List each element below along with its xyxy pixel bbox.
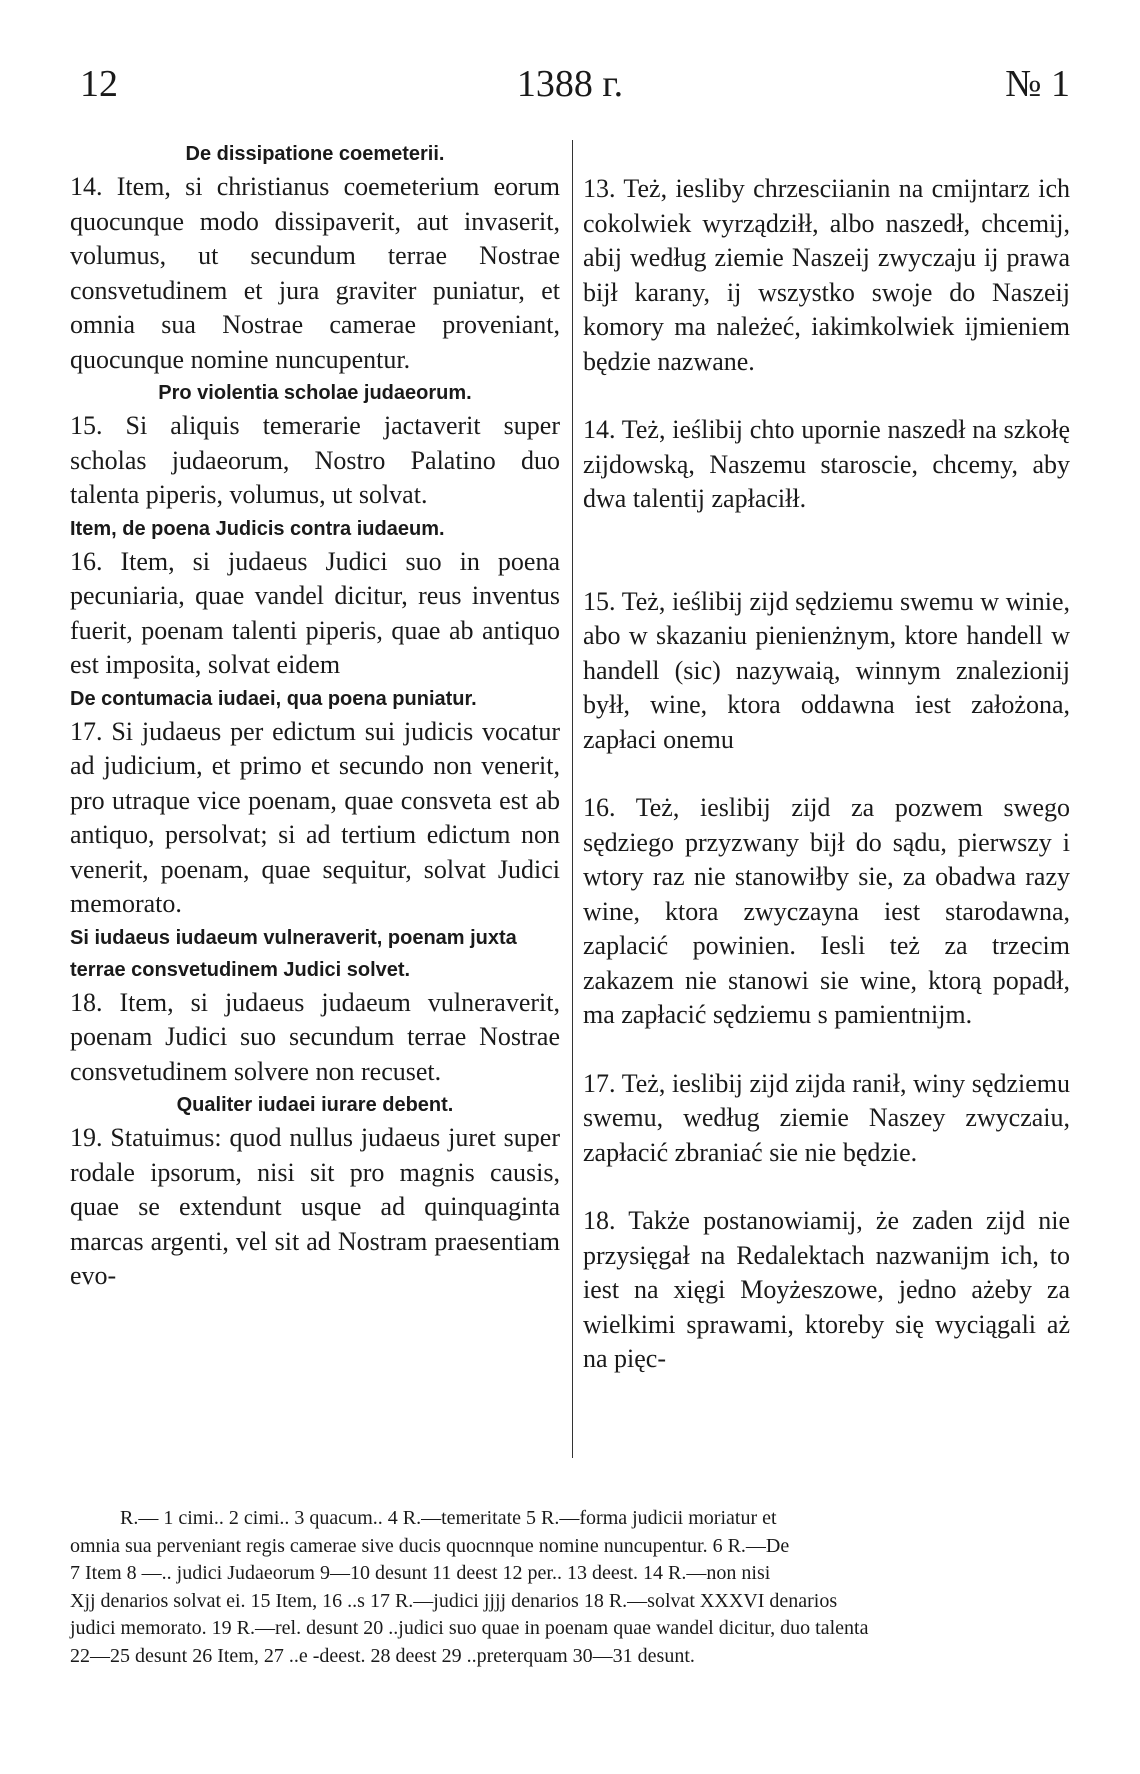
spacer xyxy=(583,1170,1070,1204)
latin-paragraph-19: 19. Statuimus: quod nullus judaeus juret super rodale ipsorum, nisi sit pro magnis causis, quae se extendunt usque ad quinquaginta marcas argenti, vel sit ad Nostram praesentiam evo- xyxy=(70,1123,560,1290)
latin-paragraph-15: 15. Si aliquis temerarie jactaverit super scholas judaeorum, Nostro Palatino duo talenta piperis, volumus, ut solvat. xyxy=(70,411,560,509)
spacer xyxy=(583,138,1070,172)
latin-paragraph-17: 17. Si judaeus per edictum sui judicis vocatur ad judicium, et primo et secundo non venerit, pro utraque vice poenam, quae consveta est ab antiquo, persolvat; si ad tertium edictum non venerit, poenam, quae sequitur, solvat Judici memorato. xyxy=(70,716,560,918)
latin-column xyxy=(70,138,560,1294)
document-number: № 1 xyxy=(1005,63,1070,105)
page-number: 12 xyxy=(80,63,118,105)
footnote-line: omnia sua perveniant regis camerae sive ducis quocnnque nomine nuncupentur. 6 R.—De xyxy=(70,1534,790,1557)
polish-paragraph-13: 13. Też, iesliby chrzesciianin na cmijntarz ich cokolwiek wyrządziłł, albo naszedł, chcemij, abij według ziemie Naszeij zwyczaju ij prawa bijł karany, ij wszystko swoje do Naszeij komory ma należeć, iakimkolwiek ijmieniem będzie nazwane. xyxy=(583,174,1070,376)
polish-paragraph-17: 17. Też, ieslibij zijd zijda ranił, winy sędziemu swemu, według ziemie Naszey zwyczaiu, zapłacić zbraniać sie nie będzie. xyxy=(583,1068,1070,1167)
spacer xyxy=(583,379,1070,413)
column-divider xyxy=(572,140,573,1458)
latin-paragraph-18: 18. Item, si judaeus judaeum vulneraverit, poenam Judici suo secundum terrae Nostrae consvetudinem solvere non recuset. xyxy=(70,987,560,1086)
heading-dissipatione: De dissipatione coemeterii. xyxy=(185,143,445,165)
spacer xyxy=(583,517,1070,585)
polish-column xyxy=(583,138,1070,1377)
footnote-line: R.— 1 cimi.. 2 cimi.. 3 quacum.. 4 R.—temeritate 5 R.—forma judicii moriatur et xyxy=(120,1507,777,1529)
page-year: 1388 г. xyxy=(516,63,624,105)
footnote-line: Xjj denarios solvat ei. 15 Item, 16 ..s 17 R.—judici jjjj denarios 18 R.—solvat XXXVI denarios xyxy=(70,1589,838,1612)
footnote-line: 22—25 desunt 26 Item, 27 ..e -deest. 28 deest 29 ..preterquam 30—31 desunt. xyxy=(70,1644,695,1667)
heading-contumacia: De contumacia iudaei, qua poena puniatur. xyxy=(70,687,477,710)
footnote-line: 7 Item 8 —.. judici Judaeorum 9—10 desunt 11 deest 12 per.. 13 deest. 14 R.—non nisi xyxy=(70,1562,771,1584)
heading-iurare: Qualiter iudaei iurare debent. xyxy=(176,1094,454,1116)
heading-poena-judicis: Item, de poena Judicis contra iudaeum. xyxy=(70,517,445,540)
latin-paragraph-16: 16. Item, si judaeus Judici suo in poena pecuniaria, quae vandel dicitur, reus inventus fuerit, poenam talenti piperis, quae ab antiquo est imposita, solvat eidem xyxy=(70,546,560,679)
footnotes xyxy=(70,1505,1070,1670)
spacer xyxy=(583,757,1070,791)
latin-paragraph-14: 14. Item, si christianus coemeterium eorum quocunque modo dissipaverit, aut invaserit, volumus, ut secundum terrae Nostrae consvetudinem et jura graviter puniatur, et omnia sua Nostrae camerae proveniant, quocunque nomine nuncupentur. xyxy=(70,172,560,374)
polish-paragraph-14: 14. Też, ieślibij chto upornie naszedł na szkołę zijdowską, Naszemu staroscie, chcemy, aby dwa talentij zapłaciłł. xyxy=(583,415,1070,513)
polish-paragraph-15: 15. Też, ieślibij zijd sędziemu swemu w winie, abo w skazaniu pienienżnym, ktore handell w handell (sic) nazywaią, winnym znalezionij byłł, wine, ktora oddawna iest założona, zapłaci onemu xyxy=(583,586,1070,754)
polish-paragraph-18: 18. Także postanowiamij, że zaden zijd nie przysięgał na Redalektach nazwanijm ich, to iest na xięgi Moyżeszowe, jedno ażeby za wielkimi sprawami, ktoreby się wyciągali aż na pięc- xyxy=(583,1206,1070,1373)
heading-violentia: Pro violentia scholae judaeorum. xyxy=(158,382,472,404)
heading-vulneraverit: Si iudaeus iudaeum vulneraverit, poenam juxta terrae consvetudinem Judici solvet. xyxy=(70,926,517,981)
polish-paragraph-16: 16. Też, ieslibij zijd za pozwem swego sędziego przyzwany bijł do sądu, pierwszy i wtory raz nie stanowiłby sie, za obadwa razy wine, ktora zwyczayna iest starodawna, zaplacić powinien. Iesli też za trzecim zakazem nie stanowi sie wine, ktorą popadł, ma zapłacić sędziemu s pamientnijm. xyxy=(583,793,1070,1029)
spacer xyxy=(583,1033,1070,1067)
footnote-line: judici memorato. 19 R.—rel. desunt 20 ..judici suo quae in poenam quae wandel dicitur, duo talenta xyxy=(70,1617,869,1639)
